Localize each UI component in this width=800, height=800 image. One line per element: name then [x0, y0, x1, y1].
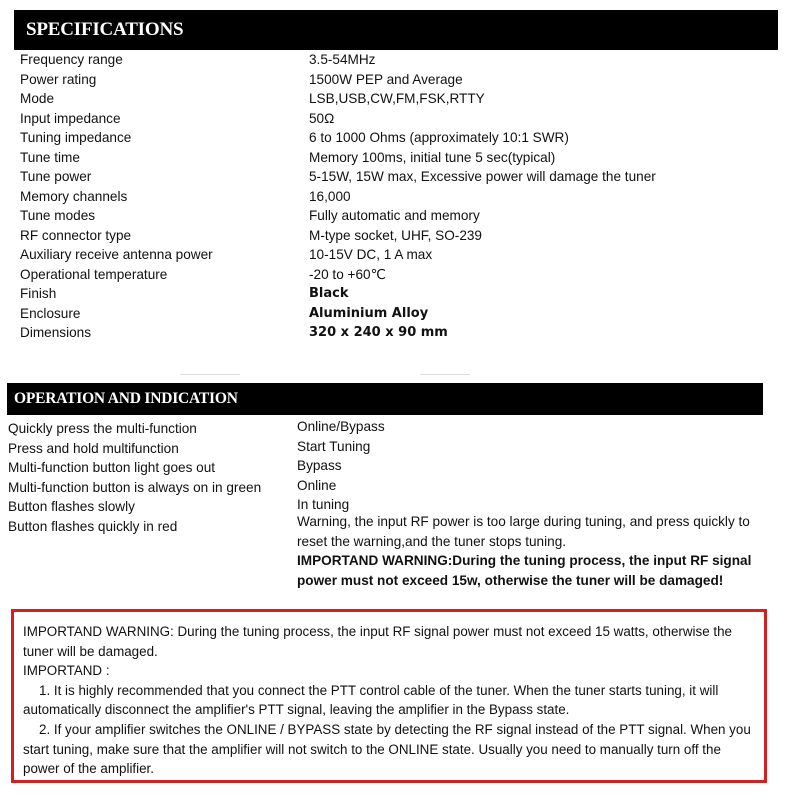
operation-row — [0, 417, 800, 437]
spec-label: Tune power — [20, 169, 92, 184]
section-divider — [420, 374, 470, 375]
operation-value: Online/Bypass — [297, 419, 385, 434]
spec-row — [0, 148, 800, 168]
spec-row — [0, 284, 800, 304]
spec-value: LSB,USB,CW,FM,FSK,RTTY — [309, 91, 485, 106]
spec-row — [0, 109, 800, 129]
spec-value: Fully automatic and memory — [309, 208, 480, 223]
section-divider — [180, 374, 240, 375]
spec-row — [0, 70, 800, 90]
spec-label: Tuning impedance — [20, 130, 132, 145]
spec-label: Frequency range — [20, 52, 123, 67]
spec-row — [0, 226, 800, 246]
operation-row — [0, 476, 800, 496]
spec-row — [0, 128, 800, 148]
operation-label: Press and hold multifunction — [8, 440, 179, 456]
spec-row — [0, 206, 800, 226]
operation-label: Button flashes slowly — [8, 499, 135, 514]
operation-label: Multi-function button light goes out — [8, 460, 216, 475]
operation-row — [0, 437, 800, 457]
operation-value: Bypass — [297, 458, 342, 473]
spec-row — [0, 245, 800, 265]
spec-value: 3.5-54MHz — [309, 52, 376, 67]
spec-label: Mode — [20, 91, 55, 106]
operation-label: Quickly press the multi-function — [8, 421, 197, 436]
specifications-header: SPECIFICATIONS — [14, 10, 778, 50]
operation-value: In tuning — [297, 497, 350, 512]
spec-row — [0, 50, 800, 70]
spec-value: Memory 100ms, initial tune 5 sec(typical) — [309, 149, 556, 165]
operation-label: Button flashes quickly in red — [8, 518, 178, 534]
spec-value: 16,000 — [309, 188, 351, 204]
warning-box-item2: 2. If your amplifier switches the ONLINE / BYPASS state by detecting the RF signal instead of the PTT signal. When you start tuning, make sure that the amplifier will not switch to the ONLINE state. Usually you need to manually turn off the power of the amplifier. — [23, 721, 751, 777]
spec-value: -20 to +60℃ — [309, 266, 386, 282]
spec-value: 6 to 1000 Ohms (approximately 10:1 SWR) — [309, 130, 569, 145]
spec-label: Finish — [20, 286, 57, 301]
spec-label: Operational temperature — [20, 266, 168, 282]
spec-value: 5-15W, 15W max, Excessive power will damage the tuner — [309, 169, 656, 184]
red-flash-warning-text: Warning, the input RF power is too large during tuning, and press quickly to reset the warning,and the tuner stops tuning. — [297, 514, 750, 549]
spec-label: Tune modes — [20, 208, 96, 223]
operation-value: Online — [297, 477, 337, 493]
operation-label: Multi-function button is always on in green — [8, 479, 262, 495]
spec-row — [0, 89, 800, 109]
operation-value: Start Tuning — [297, 438, 371, 454]
spec-label: Input impedance — [20, 110, 121, 126]
spec-value: Black — [309, 286, 349, 301]
warning-box-item1: 1. It is highly recommended that you connect the PTT control cable of the tuner. When the tuner starts tuning, it will automatically disconnect the amplifier's PTT signal, leaving the amplifier in the Bypass state. — [23, 682, 719, 718]
spec-label: Auxiliary receive antenna power — [20, 247, 213, 262]
warning-box-line2: IMPORTAND : — [23, 663, 110, 679]
spec-value: M-type socket, UHF, SO-239 — [309, 227, 482, 243]
operation-row — [0, 456, 800, 476]
spec-row — [0, 167, 800, 187]
spec-row — [0, 304, 800, 324]
spec-label: Power rating — [20, 71, 97, 87]
spec-label: Dimensions — [20, 325, 92, 340]
spec-row — [0, 323, 800, 343]
spec-value: 320 x 240 x 90 mm — [309, 325, 448, 340]
spec-value: 10-15V DC, 1 A max — [309, 247, 433, 262]
warning-box-line1: IMPORTAND WARNING: During the tuning process, the input RF signal power must not exceed 15 watts, otherwise the tuner will be damaged. — [23, 624, 733, 659]
important-warning-box — [11, 609, 767, 783]
spec-row — [0, 265, 800, 285]
operation-header: OPERATION AND INDICATION — [7, 383, 763, 415]
spec-row — [0, 187, 800, 207]
important-warning-text: IMPORTAND WARNING:During the tuning process, the input RF signal power must not exceed 15w, otherwise the tuner will be damaged! — [297, 553, 752, 588]
spec-value: 1500W PEP and Average — [309, 71, 463, 87]
spec-label: Memory channels — [20, 188, 128, 204]
spec-value: Aluminium Alloy — [309, 305, 429, 321]
spec-value: 50Ω — [309, 110, 335, 126]
spec-label: Tune time — [20, 149, 80, 165]
spec-label: Enclosure — [20, 305, 81, 321]
spec-label: RF connector type — [20, 227, 132, 243]
operation-warning-block — [297, 512, 777, 590]
